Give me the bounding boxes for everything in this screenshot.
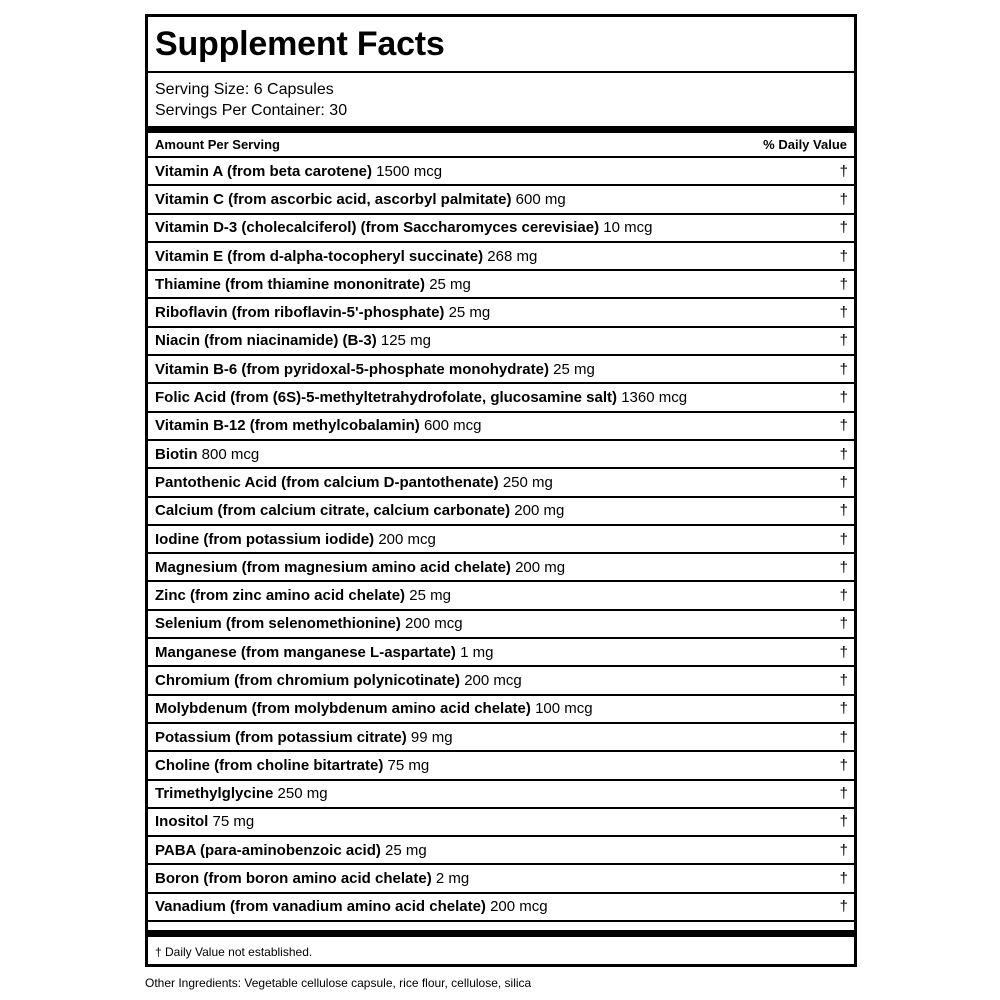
nutrient-amount: 600 mg — [515, 190, 566, 208]
daily-value-dagger: † — [839, 728, 848, 746]
nutrient-row — [148, 271, 854, 299]
nutrient-row — [148, 639, 854, 667]
nutrient-text — [155, 813, 254, 830]
daily-value-dagger: † — [839, 813, 848, 831]
nutrient-text — [155, 304, 490, 321]
nutrient-text — [155, 785, 328, 802]
nutrient-name: Chromium (from chromium polynicotinate) — [155, 671, 461, 689]
daily-value-dagger: † — [839, 473, 848, 491]
nutrient-amount: 1500 mcg — [376, 162, 443, 180]
nutrient-row — [148, 384, 854, 412]
amount-per-serving-header: Amount Per Serving — [155, 137, 280, 152]
nutrient-text — [155, 587, 451, 604]
nutrient-name: Molybdenum (from molybdenum amino acid chelate) — [155, 700, 531, 718]
nutrient-text — [155, 332, 431, 349]
nutrient-amount: 99 mg — [410, 728, 453, 746]
nutrient-name: Vitamin B-12 (from methylcobalamin) — [155, 417, 420, 435]
nutrient-row — [148, 441, 854, 469]
daily-value-dagger: † — [839, 671, 848, 689]
nutrient-list — [148, 158, 854, 922]
nutrient-name: Thiamine (from thiamine mononitrate) — [155, 275, 426, 293]
nutrient-text — [155, 276, 471, 293]
nutrient-text — [155, 870, 469, 887]
nutrient-name: Folic Acid (from (6S)-5-methyltetrahydrofolate, glucosamine salt) — [155, 389, 618, 407]
nutrient-amount: 25 mg — [448, 304, 491, 322]
daily-value-dagger: † — [839, 190, 848, 208]
daily-value-dagger: † — [839, 304, 848, 322]
nutrient-text — [155, 191, 566, 208]
other-ingredients: Other Ingredients: Vegetable cellulose capsule, rice flour, cellulose, silica — [145, 976, 532, 990]
title-box — [148, 17, 854, 73]
nutrient-row — [148, 611, 854, 639]
daily-value-dagger: † — [839, 360, 848, 378]
nutrient-text — [155, 842, 427, 859]
daily-value-dagger: † — [839, 247, 848, 265]
nutrient-name: Riboflavin (from riboflavin-5'-phosphate) — [155, 304, 445, 322]
nutrient-row — [148, 413, 854, 441]
nutrient-row — [148, 215, 854, 243]
nutrient-row — [148, 243, 854, 271]
daily-value-dagger: † — [839, 643, 848, 661]
nutrient-row — [148, 696, 854, 724]
nutrient-name: Trimethylglycine — [155, 785, 274, 803]
nutrient-text — [155, 672, 522, 689]
panel-title: Supplement Facts — [155, 25, 445, 63]
nutrient-name: Inositol — [155, 813, 209, 831]
nutrient-text — [155, 361, 595, 378]
nutrient-row — [148, 469, 854, 497]
daily-value-dagger: † — [839, 785, 848, 803]
daily-value-dagger: † — [839, 332, 848, 350]
nutrient-amount: 200 mcg — [464, 671, 522, 689]
serving-info — [148, 73, 854, 126]
daily-value-dagger: † — [839, 530, 848, 548]
nutrient-row — [148, 526, 854, 554]
nutrient-name: Vitamin D-3 (cholecalciferol) (from Saccharomyces cerevisiae) — [155, 219, 600, 237]
footnote: † Daily Value not established. — [155, 945, 313, 960]
nutrient-name: Manganese (from manganese L-aspartate) — [155, 643, 456, 661]
nutrient-amount: 25 mg — [409, 587, 451, 605]
supplement-facts-panel — [145, 14, 857, 967]
nutrient-row — [148, 865, 854, 893]
nutrient-name: Zinc (from zinc amino acid chelate) — [155, 587, 406, 605]
nutrient-amount: 1360 mcg — [621, 389, 688, 407]
nutrient-name: Selenium (from selenomethionine) — [155, 615, 401, 633]
nutrient-amount: 200 mg — [514, 502, 565, 520]
nutrient-amount: 25 mg — [385, 841, 427, 859]
nutrient-text — [155, 446, 259, 463]
nutrient-row — [148, 186, 854, 214]
nutrient-text — [155, 417, 482, 434]
daily-value-dagger: † — [839, 219, 848, 237]
nutrient-row — [148, 781, 854, 809]
daily-value-dagger: † — [839, 898, 848, 916]
nutrient-amount: 125 mg — [380, 332, 431, 350]
nutrient-row — [148, 894, 854, 922]
nutrient-name: Biotin — [155, 445, 198, 463]
daily-value-dagger: † — [839, 162, 848, 180]
nutrient-row — [148, 328, 854, 356]
nutrient-row — [148, 582, 854, 610]
nutrient-amount: 10 mcg — [603, 219, 653, 237]
daily-value-dagger: † — [839, 587, 848, 605]
daily-value-header: % Daily Value — [763, 137, 847, 152]
daily-value-dagger: † — [839, 445, 848, 463]
nutrient-name: Calcium (from calcium citrate, calcium carbonate) — [155, 502, 511, 520]
nutrient-amount: 75 mg — [387, 756, 430, 774]
nutrient-name: Niacin (from niacinamide) (B-3) — [155, 332, 377, 350]
nutrient-name: Potassium (from potassium citrate) — [155, 728, 407, 746]
nutrient-text — [155, 531, 436, 548]
nutrient-name: Choline (from choline bitartrate) — [155, 756, 384, 774]
nutrient-text — [155, 644, 493, 661]
nutrient-text — [155, 898, 548, 915]
nutrient-amount: 800 mcg — [201, 445, 260, 463]
nutrient-name: Magnesium (from magnesium amino acid chelate) — [155, 558, 511, 576]
nutrient-text — [155, 248, 537, 265]
nutrient-name: Iodine (from potassium iodide) — [155, 530, 375, 548]
nutrient-row — [148, 724, 854, 752]
nutrient-name: Boron (from boron amino acid chelate) — [155, 870, 432, 888]
daily-value-dagger: † — [839, 615, 848, 633]
daily-value-dagger: † — [839, 417, 848, 435]
nutrient-amount: 600 mcg — [423, 417, 482, 435]
nutrient-name: PABA (para-aminobenzoic acid) — [155, 841, 381, 859]
nutrient-name: Vitamin A (from beta carotene) — [155, 162, 372, 180]
nutrient-amount: 2 mg — [435, 870, 470, 888]
nutrient-row — [148, 752, 854, 780]
nutrient-amount: 200 mg — [515, 558, 566, 576]
nutrient-text — [155, 559, 565, 576]
daily-value-dagger: † — [839, 389, 848, 407]
nutrient-row — [148, 498, 854, 526]
nutrient-name: Vanadium (from vanadium amino acid chelate) — [155, 898, 486, 916]
nutrient-text — [155, 757, 429, 774]
serving-size: Serving Size: 6 Capsules — [155, 81, 334, 98]
daily-value-dagger: † — [839, 756, 848, 774]
nutrient-name: Vitamin C (from ascorbic acid, ascorbyl palmitate) — [155, 190, 512, 208]
nutrient-text — [155, 474, 553, 491]
nutrient-text — [155, 163, 442, 180]
nutrient-row — [148, 809, 854, 837]
column-header-row — [148, 133, 854, 158]
nutrient-amount: 250 mg — [277, 785, 328, 803]
nutrient-row — [148, 158, 854, 186]
nutrient-amount: 25 mg — [429, 275, 471, 293]
thick-divider-bottom — [148, 930, 854, 937]
nutrient-text — [155, 389, 687, 406]
daily-value-dagger: † — [839, 275, 848, 293]
daily-value-dagger: † — [839, 502, 848, 520]
nutrient-name: Vitamin E (from d-alpha-tocopheryl succinate) — [155, 247, 484, 265]
nutrient-name: Pantothenic Acid (from calcium D-pantothenate) — [155, 473, 499, 491]
daily-value-dagger: † — [839, 700, 848, 718]
servings-per-container: Servings Per Container: 30 — [155, 102, 348, 119]
nutrient-text — [155, 700, 593, 717]
nutrient-amount: 25 mg — [553, 360, 595, 378]
nutrient-row — [148, 299, 854, 327]
nutrient-name: Vitamin B-6 (from pyridoxal-5-phosphate monohydrate) — [155, 360, 549, 378]
nutrient-text — [155, 502, 564, 519]
nutrient-text — [155, 219, 652, 236]
daily-value-dagger: † — [839, 558, 848, 576]
nutrient-amount: 75 mg — [212, 813, 255, 831]
nutrient-amount: 268 mg — [487, 247, 538, 265]
nutrient-row — [148, 837, 854, 865]
nutrient-amount: 1 mg — [460, 643, 494, 661]
nutrient-row — [148, 554, 854, 582]
nutrient-text — [155, 729, 453, 746]
nutrient-row — [148, 667, 854, 695]
daily-value-dagger: † — [839, 841, 848, 859]
daily-value-dagger: † — [839, 870, 848, 888]
nutrient-amount: 100 mcg — [535, 700, 593, 718]
nutrient-amount: 250 mg — [502, 473, 553, 491]
nutrient-amount: 200 mcg — [378, 530, 436, 548]
nutrient-text — [155, 615, 463, 632]
nutrient-amount: 200 mcg — [405, 615, 463, 633]
thick-divider-top — [148, 126, 854, 133]
nutrient-amount: 200 mcg — [490, 898, 548, 916]
nutrient-row — [148, 356, 854, 384]
